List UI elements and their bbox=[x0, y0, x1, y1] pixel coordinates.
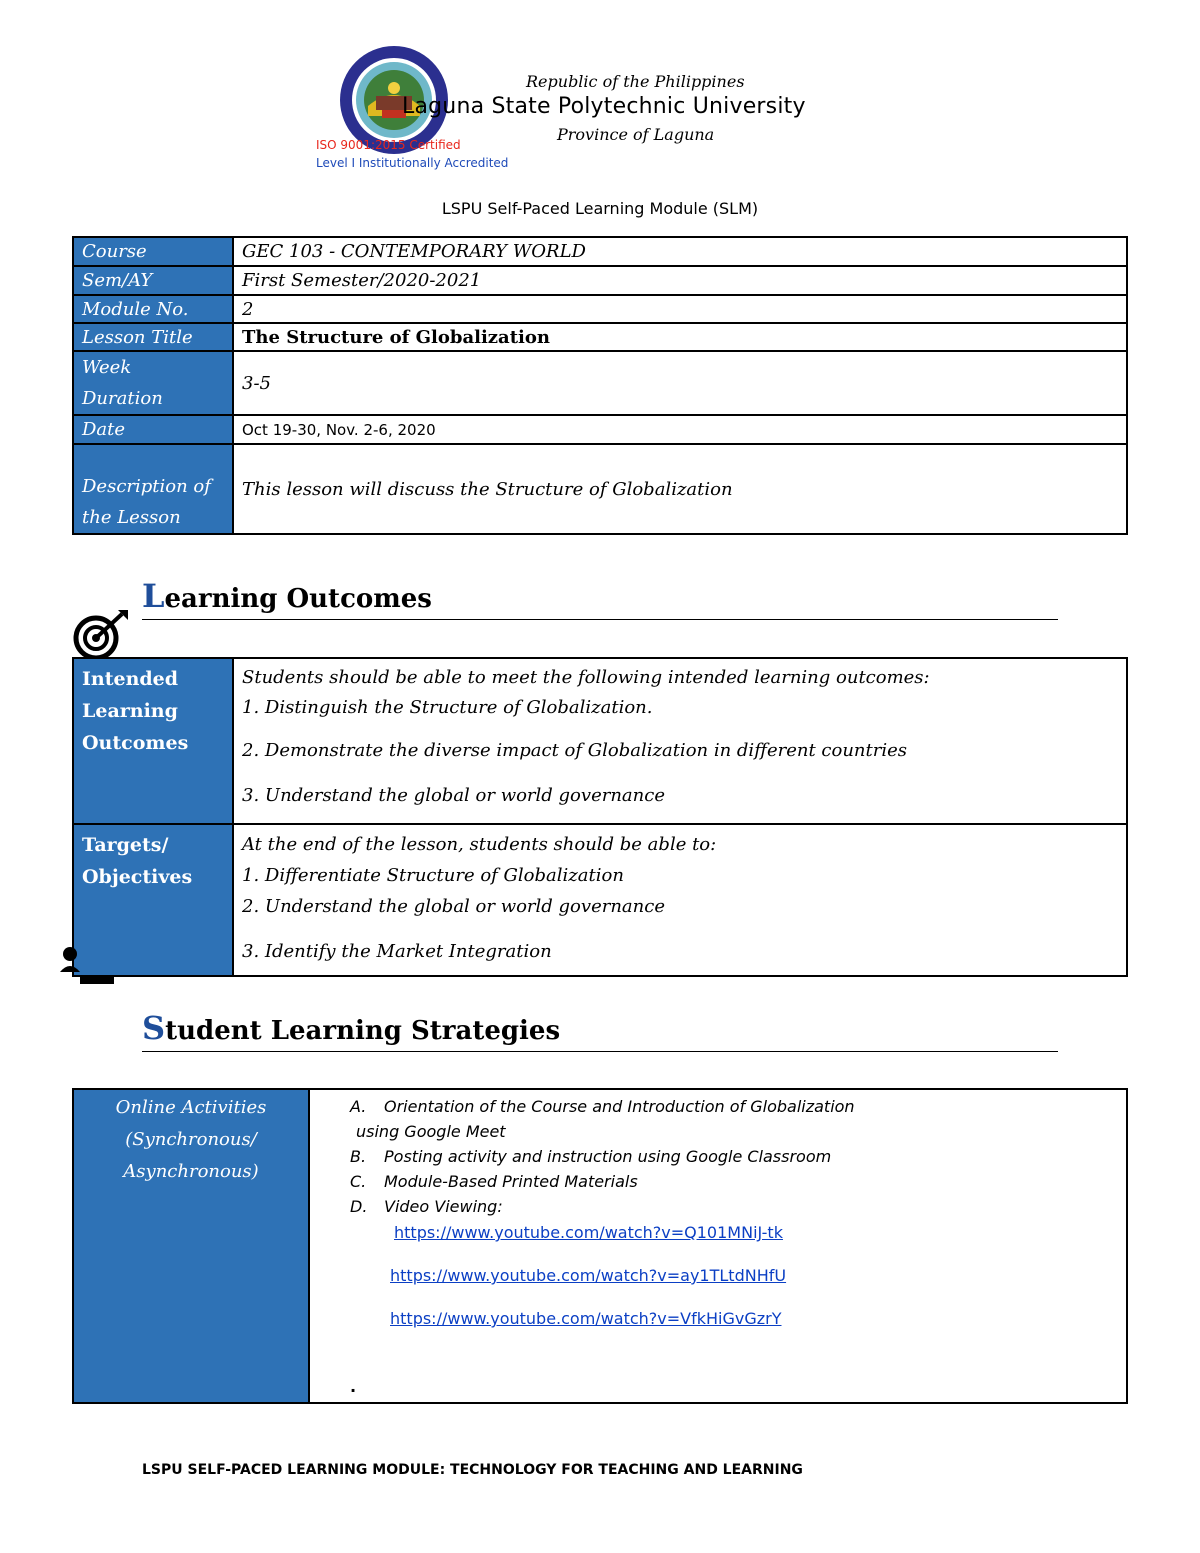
ilo-label-line: Outcomes bbox=[82, 732, 189, 754]
course-value: GEC 103 - CONTEMPORARY WORLD bbox=[233, 237, 1127, 266]
activities-content bbox=[309, 1089, 1127, 1403]
heading-underline bbox=[142, 619, 1058, 620]
table-row bbox=[73, 237, 1127, 266]
accreditation-text: Level I Institutionally Accredited bbox=[316, 156, 509, 170]
activity-item bbox=[350, 1144, 1126, 1169]
activity-item bbox=[350, 1094, 1126, 1119]
week-label-line: Week bbox=[82, 357, 132, 378]
ilo-label bbox=[73, 658, 233, 824]
course-label: Course bbox=[73, 237, 233, 266]
activity-item bbox=[350, 1119, 1126, 1144]
table-row bbox=[73, 295, 1127, 323]
ilo-label-line: Learning bbox=[82, 700, 178, 722]
iso-certification: ISO 9001:2015 Certified bbox=[316, 138, 461, 152]
outcomes-table bbox=[72, 657, 1128, 977]
table-row bbox=[73, 658, 1127, 824]
table-row bbox=[73, 824, 1127, 976]
targets-label-line: Objectives bbox=[82, 866, 193, 888]
activity-text: Video Viewing: bbox=[384, 1197, 503, 1216]
heading-underline bbox=[142, 1051, 1058, 1052]
university-name: Laguna State Polytechnic University bbox=[402, 94, 806, 119]
targets-intro: At the end of the lesson, students should be able to: bbox=[242, 834, 717, 855]
learning-outcomes-heading bbox=[142, 577, 432, 615]
module-label: Module No. bbox=[73, 295, 233, 323]
activity-text: Module-Based Printed Materials bbox=[384, 1172, 638, 1191]
province-text: Province of Laguna bbox=[557, 125, 715, 144]
heading-initial: L bbox=[142, 577, 165, 615]
video-link[interactable]: https://www.youtube.com/watch?v=VfkHiGvGzrY bbox=[390, 1309, 782, 1328]
targets-content bbox=[233, 824, 1127, 976]
strategies-table bbox=[72, 1088, 1128, 1404]
description-label-line: Description of bbox=[82, 476, 211, 497]
week-value: 3-5 bbox=[233, 351, 1127, 415]
activity-letter: B. bbox=[350, 1147, 367, 1166]
heading-rest: earning Outcomes bbox=[164, 584, 432, 614]
week-label-line: Duration bbox=[82, 388, 163, 409]
table-row bbox=[73, 351, 1127, 415]
table-row bbox=[73, 266, 1127, 295]
strategies-heading bbox=[142, 1009, 560, 1047]
activity-item bbox=[350, 1194, 1126, 1219]
video-link[interactable]: https://www.youtube.com/watch?v=ay1TLtdNHfU bbox=[390, 1266, 787, 1285]
ilo-item: 3. Understand the global or world governance bbox=[242, 785, 665, 806]
ilo-item: 2. Demonstrate the diverse impact of Globalization in different countries bbox=[242, 740, 907, 761]
heading-initial: S bbox=[142, 1009, 166, 1047]
activity-letter: C. bbox=[350, 1172, 367, 1191]
person-icon bbox=[60, 938, 116, 986]
table-row bbox=[73, 444, 1127, 534]
date-label: Date bbox=[73, 415, 233, 444]
week-label bbox=[73, 351, 233, 415]
module-value: 2 bbox=[233, 295, 1127, 323]
trailing-dot: . bbox=[350, 1377, 357, 1396]
activity-text: Posting activity and instruction using Google Classroom bbox=[384, 1147, 832, 1166]
target-icon bbox=[68, 608, 132, 660]
table-row bbox=[73, 415, 1127, 444]
sem-value: First Semester/2020-2021 bbox=[233, 266, 1127, 295]
targets-label-line: Targets/ bbox=[82, 834, 169, 856]
ilo-content bbox=[233, 658, 1127, 824]
republic-text: Republic of the Philippines bbox=[526, 72, 745, 91]
ilo-intro: Students should be able to meet the following intended learning outcomes: bbox=[242, 667, 930, 688]
activity-letter: D. bbox=[350, 1197, 368, 1216]
page-footer: LSPU SELF-PACED LEARNING MODULE: TECHNOLOGY FOR TEACHING AND LEARNING bbox=[142, 1462, 803, 1478]
date-value: Oct 19-30, Nov. 2-6, 2020 bbox=[233, 415, 1127, 444]
description-label-line: the Lesson bbox=[82, 507, 181, 528]
sem-label: Sem/AY bbox=[73, 266, 233, 295]
video-link[interactable]: https://www.youtube.com/watch?v=Q101MNiJ-tk bbox=[394, 1223, 783, 1242]
heading-rest: tudent Learning Strategies bbox=[165, 1016, 561, 1046]
table-row bbox=[73, 323, 1127, 351]
target-item: 1. Differentiate Structure of Globalization bbox=[242, 865, 624, 886]
table-row bbox=[73, 1089, 1127, 1403]
activity-item bbox=[350, 1169, 1126, 1194]
activities-label-line: (Synchronous/ bbox=[125, 1129, 257, 1150]
online-activities-label bbox=[73, 1089, 309, 1403]
activity-letter: A. bbox=[350, 1097, 367, 1116]
description-label bbox=[73, 444, 233, 534]
lesson-value: The Structure of Globalization bbox=[233, 323, 1127, 351]
activity-text: using Google Meet bbox=[356, 1122, 506, 1141]
activity-text: Orientation of the Course and Introduction of Globalization bbox=[384, 1097, 855, 1116]
ilo-item: 1. Distinguish the Structure of Globalization. bbox=[242, 697, 653, 718]
target-item: 3. Identify the Market Integration bbox=[242, 941, 552, 962]
course-info-table bbox=[72, 236, 1128, 535]
description-value: This lesson will discuss the Structure of Globalization bbox=[233, 444, 1127, 534]
lesson-label: Lesson Title bbox=[73, 323, 233, 351]
ilo-label-line: Intended bbox=[82, 668, 179, 690]
activities-label-line: Online Activities bbox=[115, 1097, 267, 1118]
module-title: LSPU Self-Paced Learning Module (SLM) bbox=[441, 199, 759, 218]
target-item: 2. Understand the global or world governance bbox=[242, 896, 665, 917]
activities-label-line: Asynchronous) bbox=[123, 1161, 259, 1182]
